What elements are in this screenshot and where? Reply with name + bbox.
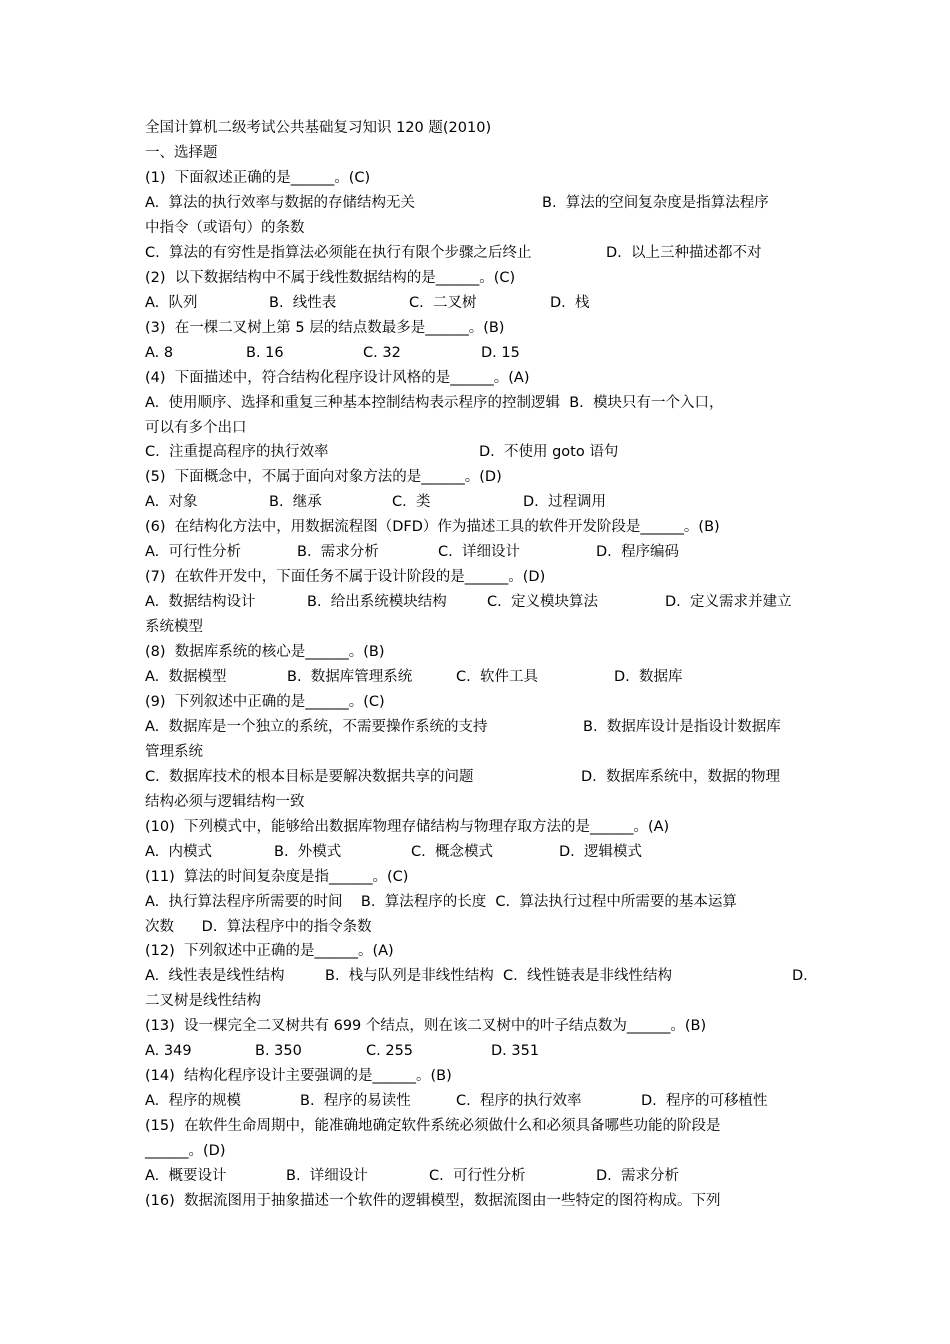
text-line: 二叉树是线性结构 bbox=[145, 993, 261, 1010]
option-text: D. 需求分析 bbox=[596, 1168, 679, 1184]
option-text: A. 概要设计 bbox=[145, 1168, 227, 1184]
section-heading: 一、选择题 bbox=[145, 145, 218, 161]
option-text: C. 注重提高程序的执行效率 bbox=[145, 444, 329, 461]
option-text: C. 详细设计 bbox=[438, 544, 520, 561]
option-text: B. 继承 bbox=[269, 494, 322, 511]
text-line: (3) 在一棵二叉树上第 5 层的结点数最多是______。(B) bbox=[145, 319, 505, 336]
option-text: B. 数据库管理系统 bbox=[287, 669, 413, 685]
text-line bbox=[145, 590, 807, 615]
option-text: B. 详细设计 bbox=[286, 1168, 368, 1184]
text-line bbox=[145, 191, 807, 216]
text-line: ______。(D) bbox=[145, 1143, 226, 1160]
text-line bbox=[145, 341, 807, 366]
option-text: A. 数据库是一个独立的系统，不需要操作系统的支持 bbox=[145, 718, 488, 735]
text-line bbox=[145, 765, 807, 790]
option-text: A. 算法的执行效率与数据的存储结构无关 bbox=[145, 194, 415, 211]
text-line bbox=[145, 1039, 807, 1064]
option-text: A. 349 bbox=[145, 1043, 192, 1060]
option-text: B. 16 bbox=[246, 344, 284, 361]
option-text: C. 类 bbox=[392, 494, 431, 511]
text-line: A. 执行算法程序所需要的时间 B. 算法程序的长度 C. 算法执行过程中所需要的基本运算 bbox=[145, 893, 737, 910]
option-text: D. 定义需求并建立 bbox=[665, 594, 792, 611]
text-line: (5) 下面概念中，不属于面向对象方法的是______。(D) bbox=[145, 469, 502, 486]
option-text: C. 二叉树 bbox=[409, 294, 477, 311]
option-text: B. 外模式 bbox=[274, 843, 342, 860]
option-text: A. 8 bbox=[145, 344, 174, 361]
option-text: C. 程序的执行效率 bbox=[456, 1093, 582, 1110]
option-text: C. 可行性分析 bbox=[429, 1168, 526, 1184]
text-line: 系统模型 bbox=[145, 619, 203, 636]
option-text: D. bbox=[792, 968, 808, 985]
text-line: (15) 在软件生命周期中，能准确地确定软件系统必须做什么和必须具备哪些功能的阶段是 bbox=[145, 1118, 721, 1135]
option-text: D. 逻辑模式 bbox=[559, 843, 642, 860]
text-line bbox=[145, 665, 807, 690]
text-line bbox=[145, 241, 807, 266]
option-text: B. 给出系统模块结构 bbox=[307, 594, 447, 611]
option-text: B. 栈与队列是非线性结构 C. 线性链表是非线性结构 bbox=[325, 968, 672, 985]
text-line: 管理系统 bbox=[145, 743, 203, 760]
text-line: (8) 数据库系统的核心是______。(B) bbox=[145, 644, 385, 661]
text-line: (13) 设一棵完全二叉树共有 699 个结点，则在该二叉树中的叶子结点数为______。(B) bbox=[145, 1018, 707, 1035]
option-text: B. 程序的易读性 bbox=[300, 1093, 411, 1110]
text-line: (11) 算法的时间复杂度是指______。(C) bbox=[145, 868, 409, 885]
option-text: A. 可行性分析 bbox=[145, 544, 241, 561]
option-text: A. 队列 bbox=[145, 294, 198, 311]
option-text: C. 软件工具 bbox=[456, 669, 538, 685]
text-line: (10) 下列模式中，能够给出数据库物理存储结构与物理存取方法的是______。(A) bbox=[145, 818, 670, 835]
option-text: A. 程序的规模 bbox=[145, 1093, 241, 1110]
option-text: D. 数据库系统中，数据的物理 bbox=[581, 768, 780, 785]
option-text: C. 概念模式 bbox=[411, 843, 493, 860]
text-line bbox=[145, 1164, 807, 1189]
option-text: D. 以上三种描述都不对 bbox=[606, 244, 762, 261]
text-line: 可以有多个出口 bbox=[145, 419, 247, 436]
text-line: A. 使用顺序、选择和重复三种基本控制结构表示程序的控制逻辑 B. 模块只有一个入口， bbox=[145, 394, 724, 411]
option-text: D. 351 bbox=[491, 1043, 540, 1060]
text-line: 结构必须与逻辑结构一致 bbox=[145, 793, 305, 810]
option-text: C. 算法的有穷性是指算法必须能在执行有限个步骤之后终止 bbox=[145, 244, 532, 261]
text-line: (1) 下面叙述正确的是______。(C) bbox=[145, 170, 371, 186]
text-line: (12) 下列叙述中正确的是______。(A) bbox=[145, 943, 394, 960]
text-line: (2) 以下数据结构中不属于线性数据结构的是______。(C) bbox=[145, 269, 516, 286]
text-line: 次数 D. 算法程序中的指令条数 bbox=[145, 918, 372, 935]
text-line bbox=[145, 1089, 807, 1114]
option-text: A. 线性表是线性结构 bbox=[145, 968, 285, 985]
text-line bbox=[145, 490, 807, 515]
text-line: (9) 下列叙述中正确的是______。(C) bbox=[145, 693, 385, 710]
option-text: B. 数据库设计是指设计数据库 bbox=[583, 718, 781, 735]
option-text: A. 数据模型 bbox=[145, 669, 227, 685]
text-line: (7) 在软件开发中，下面任务不属于设计阶段的是______。(D) bbox=[145, 569, 546, 586]
document-title: 全国计算机二级考试公共基础复习知识 120 题(2010) bbox=[145, 120, 492, 136]
text-line: 中指令（或语句）的条数 bbox=[145, 219, 305, 236]
option-text: C. 数据库技术的根本目标是要解决数据共享的问题 bbox=[145, 768, 474, 785]
option-text: B. 线性表 bbox=[269, 294, 337, 311]
text-line bbox=[145, 540, 807, 565]
option-text: C. 32 bbox=[363, 344, 401, 361]
option-text: B. 350 bbox=[255, 1043, 302, 1060]
option-text: A. 内模式 bbox=[145, 843, 212, 860]
option-text: D. 数据库 bbox=[614, 669, 683, 685]
option-text: A. 数据结构设计 bbox=[145, 594, 256, 611]
option-text: D. 程序的可移植性 bbox=[641, 1093, 768, 1110]
option-text: A. 对象 bbox=[145, 494, 198, 511]
option-text: D. 15 bbox=[481, 344, 520, 361]
text-line bbox=[145, 840, 807, 865]
option-text: D. 程序编码 bbox=[596, 544, 679, 561]
option-text: C. 定义模块算法 bbox=[487, 594, 598, 611]
text-line bbox=[145, 291, 807, 316]
option-text: C. 255 bbox=[366, 1043, 414, 1060]
text-line bbox=[145, 715, 807, 740]
text-line: (14) 结构化程序设计主要强调的是______。(B) bbox=[145, 1068, 452, 1085]
option-text: B. 需求分析 bbox=[297, 544, 379, 561]
text-line bbox=[145, 964, 807, 989]
text-line: (16) 数据流图用于抽象描述一个软件的逻辑模型，数据流图由一些特定的图符构成。下列 bbox=[145, 1192, 721, 1209]
option-text: D. 不使用 goto 语句 bbox=[479, 444, 619, 461]
option-text: B. 算法的空间复杂度是指算法程序 bbox=[542, 194, 769, 211]
option-text: D. 栈 bbox=[550, 294, 590, 311]
text-line bbox=[145, 440, 807, 465]
option-text: D. 过程调用 bbox=[523, 494, 606, 511]
text-line: (4) 下面描述中，符合结构化程序设计风格的是______。(A) bbox=[145, 369, 530, 386]
text-line: (6) 在结构化方法中，用数据流程图（DFD）作为描述工具的软件开发阶段是______。(B) bbox=[145, 519, 720, 536]
